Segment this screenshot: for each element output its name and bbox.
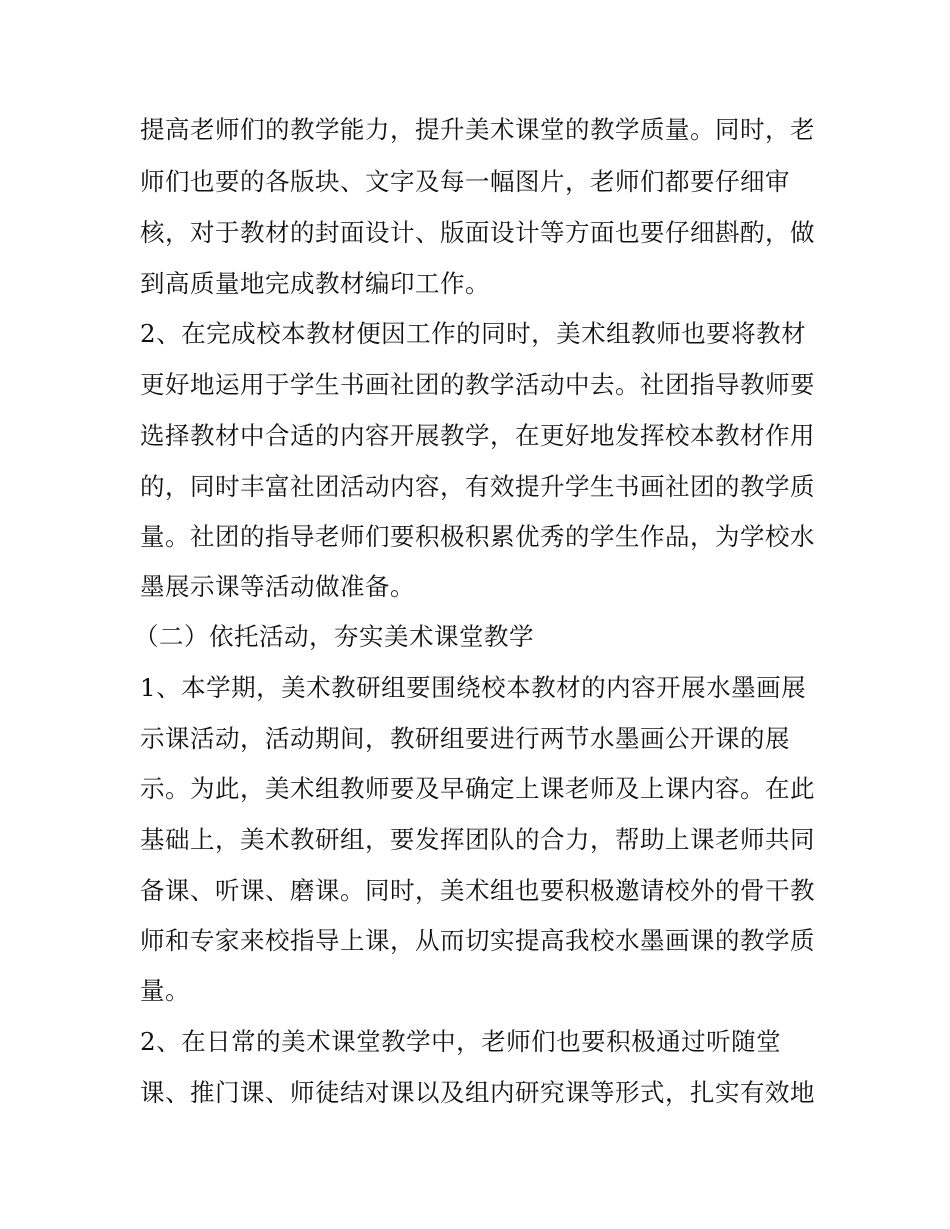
text-line: 到高质量地完成教材编印工作。 <box>140 269 490 298</box>
text-line: 更好地运用于学生书画社团的教学活动中去。社团指导教师要 <box>140 370 815 399</box>
text-line: 量。社团的指导老师们要积极积累优秀的学生作品，为学校水 <box>140 522 815 551</box>
text-line: 核，对于教材的封面设计、版面设计等方面也要仔细斟酌，做 <box>140 218 815 247</box>
text-line: 的，同时丰富社团活动内容，有效提升学生书画社团的教学质 <box>140 472 815 501</box>
text-line: 选择教材中合适的内容开展教学，在更好地发挥校本教材作用 <box>140 421 815 450</box>
text-line: 2、在完成校本教材便因工作的同时，美术组教师也要将教材 <box>140 319 807 348</box>
text-line: 师们也要的各版块、文字及每一幅图片，老师们都要仔细审 <box>140 167 790 196</box>
section-heading: （二）依托活动，夯实美术课堂教学 <box>134 622 534 651</box>
text-line: 2、在日常的美术课堂教学中，老师们也要积极通过听随堂 <box>140 1027 782 1056</box>
text-line: 课、推门课、师徒结对课以及组内研究课等形式，扎实有效地 <box>140 1078 815 1107</box>
text-line: 示课活动，活动期间，教研组要进行两节水墨画公开课的展 <box>140 724 790 753</box>
text-line: 示。为此，美术组教师要及早确定上课老师及上课内容。在此 <box>140 774 815 803</box>
text-line: 师和专家来校指导上课，从而切实提高我校水墨画课的教学质 <box>140 926 815 955</box>
text-line: 量。 <box>140 976 190 1005</box>
text-line: 提高老师们的教学能力，提升美术课堂的教学质量。同时，老 <box>140 115 815 144</box>
text-line: 基础上，美术教研组，要发挥团队的合力，帮助上课老师共同 <box>140 825 815 854</box>
text-line: 墨展示课等活动做准备。 <box>140 572 415 601</box>
text-line: 1、本学期，美术教研组要围绕校本教材的内容开展水墨画展 <box>140 673 807 702</box>
text-line: 备课、听课、磨课。同时，美术组也要积极邀请校外的骨干教 <box>140 876 815 905</box>
